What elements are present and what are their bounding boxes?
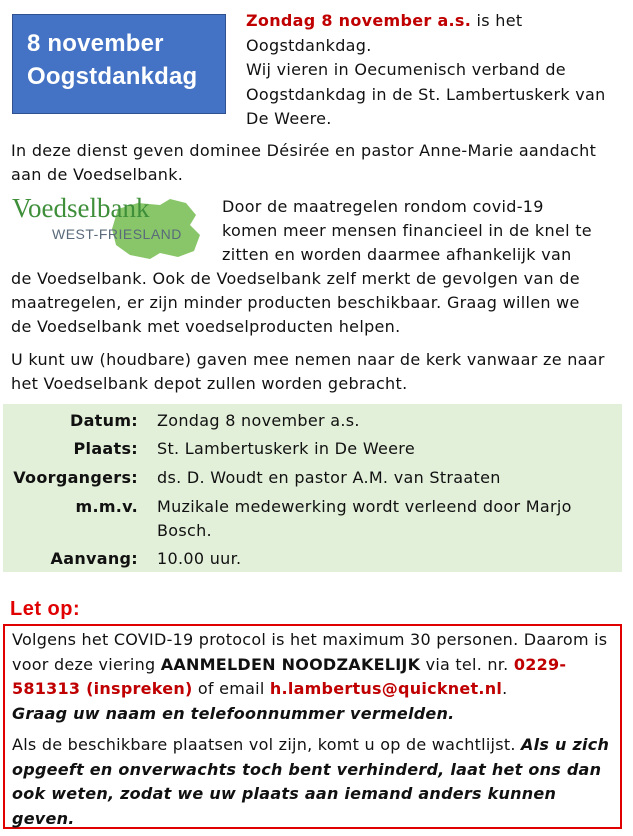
intro-highlight: Zondag 8 november a.s. (246, 11, 472, 30)
phone-number: 0229-581313 (inspreken) (12, 654, 567, 698)
notice-paragraph-1: Volgens het COVID-19 protocol is het maximum 30 personen. Daarom is voor deze viering AANMELDEN NOODZAKELIJK via tel. nr. 0229-581313 (inspreken) of email h.lambertus@quicknet.nl. Graag uw naam en telefoonnummer vermelden. (12, 630, 608, 723)
paragraph-2-line: maatregelen, er zijn minder producten beschikbaar. Graag willen we (11, 293, 580, 312)
voedselbank-logo (10, 195, 220, 263)
attention-heading: Let op: (10, 598, 81, 620)
notice-paragraph-2: Als de beschikbare plaatsen vol zijn, komt u op de wachtlijst. Als u zich opgeeft en onverwachts toch bent verhinderd, laat het ons dan ook weten, zodat we uw plaats aan iemand anders kunnen geven. (12, 735, 610, 828)
paragraph-2-line: de Voedselbank. Ook de Voedselbank zelf merkt de gevolgen van de (11, 269, 580, 288)
notice-cancel-instruction: Als u zich opgeeft en onverwachts toch bent verhinderd, laat het ons dan ook weten, zodat we uw plaats aan iemand anders kunnen geven. (12, 735, 610, 828)
paragraph-2-wrap (222, 195, 622, 267)
paragraph-1: In deze dienst geven dominee Désirée en pastor Anne-Marie aandacht aan de Voedselbank. (11, 141, 597, 184)
info-label: Plaats: (73, 439, 138, 458)
info-value: St. Lambertuskerk in De Weere (157, 439, 415, 458)
intro-text (246, 9, 626, 132)
paragraph-2-line: de Voedselbank met voedselproducten helpen. (11, 317, 401, 336)
info-label: Datum: (70, 411, 138, 430)
service-info-table (3, 404, 622, 572)
info-label: Voorgangers: (13, 468, 138, 487)
intro-text-1: is het Oogstdankdag. (246, 11, 523, 55)
registration-required: AANMELDEN NOODZAKELIJK (160, 654, 421, 674)
notice-instruction: Graag uw naam en telefoonnummer vermelden. (12, 703, 455, 723)
title-banner (12, 14, 226, 114)
paragraph-2-line: Door de maatregelen rondom covid-19 (222, 197, 544, 216)
info-label: m.m.v. (75, 497, 138, 516)
banner-date: 8 november (27, 30, 164, 57)
logo-subtext: WEST-FRIESLAND (52, 226, 182, 242)
logo-text: Voedselbank (12, 195, 150, 223)
banner-title: Oogstdankdag (27, 63, 198, 90)
covid-notice-box (3, 624, 622, 829)
paragraph-2-continued (11, 267, 626, 339)
info-value: Zondag 8 november a.s. (157, 411, 360, 430)
info-value: ds. D. Woudt en pastor A.M. van Straaten (157, 468, 501, 487)
email-link[interactable]: h.lambertus@quicknet.nl (269, 679, 503, 698)
info-label: Aanvang: (50, 549, 138, 568)
info-value: 10.00 uur. (157, 549, 242, 568)
info-value: Muzikale medewerking wordt verleend door Marjo Bosch. (157, 497, 572, 540)
paragraph-2-line: zitten en worden daarmee afhankelijk van (222, 245, 572, 264)
intro-text-2: Wij vieren in Oecumenisch verband de Oogstdankdag in de St. Lambertuskerk van De Weere. (246, 60, 606, 128)
paragraph-3: U kunt uw (houdbare) gaven mee nemen naar de kerk vanwaar ze naar het Voedselbank depot zullen worden gebracht. (11, 350, 605, 393)
paragraph-2-line: komen meer mensen financieel in de knel te (222, 221, 592, 240)
